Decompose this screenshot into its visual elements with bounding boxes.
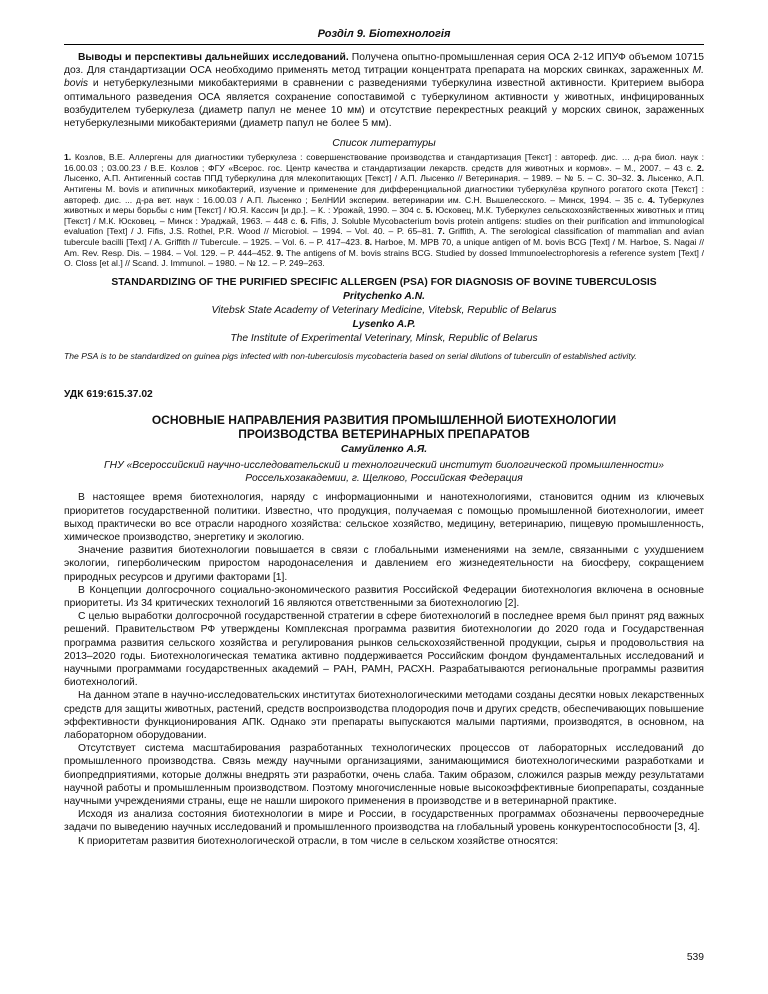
article-paragraph: В Концепции долгосрочного социально-экономического развития Российской Федерации биотехнология включена в основные приоритеты. Из 34 критических технологий 16 являются ответственными за биотехнологию [2]. [64, 584, 704, 609]
ref-num: 9. [276, 247, 284, 258]
udk-code: УДК 619:615.37.02 [64, 389, 153, 401]
ref-num: 7. [437, 226, 445, 237]
article-affiliation-line-2: Россельхозакадемии, г. Щелково, Российская Федерация [245, 473, 523, 485]
ref-text: Юсковец, М.К. Туберкулез сельскохозяйственных животных и птиц [Текст] / М.К. Юсковец. – Минск : Ураджай, 1963. – 448 с. [64, 205, 704, 226]
english-abstract: The PSA is to be standardized on guinea pigs infected with non-tuberculosis mycobacteria based on serial dilutions of tuberculin of established activity. [64, 350, 637, 361]
article-affiliation-line-1: ГНУ «Всероссийский научно-исследовательский и технологический институт биологической промышленности» [104, 460, 664, 472]
article-paragraph: В настоящее время биотехнология, наряду с информационными и нанотехнологиями, становится одним из ключевых приоритетов государственной политики. Известно, что продукция, получаемая с помощью промышленной биотехнологии, имеет выход практически во все отрасли народного хозяйства: сельское хозяйство, медицину, ветеринарию, пищевую промышленность, химическое производство, энергетику и экологию. [64, 492, 704, 543]
article-paragraph: С целью выработки долгосрочной государственной стратегии в сфере биотехнологий в последнее время был принят ряд важных решений. Правительством РФ утверждены Комплексная программа развития биотехнологии до 2020 года и Государственная программа развития сельского хозяйства и регулирования рынков сельскохозяйственной продукции, сырья и продовольствия на 2013–2020 годы. Биотехнологическая тематика активно поддерживается Российским фондом фундаментальных исследований и научными программами государственных академий – РАН, РАМН, РАСХН. Разрабатываются региональные программы развития биотехнологий. [64, 611, 704, 689]
english-author-1: Pritychenko A.N. [342, 290, 425, 302]
ref-text: Лысенко, А.П. Антигены M. bovis и атипичных микобактерий, изучение и применение для дифференциальной диагностики туберкулёза крупного рогатого скота [Текст] : автореф. дис. ... д-ра вет. наук : 16.00.03 / А.П. Лысенко ; БелНИИ эксперим. ветеринарии им. С.Н. Вышелесского. – Минск, 1994. – 35 с. [64, 173, 704, 205]
english-author-2: Lysenko A.P. [352, 318, 416, 330]
ref-text: Griffith, A. The serological classification of mammalian and avian tubercule bacilli [Text] / A. Griffith // Tubercule. – 1925. – Vol. 6. – P. 417–423. [64, 226, 704, 247]
article-paragraph: Отсутствует система масштабирования разработанных технологических процессов от лабораторных исследований до промышленного производства. Связь между научными организациями, занимающимися биотехнологическими разработками и биопредприятиями, которые должны внедрять эти разработки, очень слаба. Таким образом, сложился разрыв между результатами научной работы и промышленным производством. Поэтому многочисленные новые высокоэффективные биопрепараты, созданные научными учреждениями страны, еще не нашли широкого применения в производстве и в ветеринарной практике. [64, 743, 704, 808]
ref-num: 4. [647, 194, 656, 205]
article-paragraph: Значение развития биотехнологии повышается в связи с глобальными изменениями на земле, связанными с ухудшением экологии, гиперболическим приростом народонаселения и давлением его жизнедеятельности на биосферу, сокращением природных ресурсов и другими факторами [1]. [64, 545, 704, 583]
ref-text: Fifis, J. Soluble Mycobacterium bovis protein antigens: studies on their purification and immunological evaluation [Text] / J. Fifis, J.S. Rothel, P.R. Wood // Microbiol. – 1994. – Vol. 40. – P. 65–81. [64, 215, 704, 237]
ref-num: 8. [364, 236, 373, 247]
references-title: Список литературы [332, 137, 436, 150]
ref-num: 2. [696, 162, 704, 173]
ref-num: 5. [425, 205, 433, 216]
ref-text: Козлов, В.Е. Аллергены для диагностики туберкулеза : совершенствование производства и стандартизация [Текст] : автореф. дис. … д-ра биол. наук : 16.00.03 ; 03.00.23 / В.Е. Козлов ; ФГУ «Всерос. гос. Центр качества и стандартизации лекарств. средств для животных и кормов». – М., 2007. – 43 с. [64, 152, 704, 173]
page-number: 539 [686, 952, 704, 963]
article-title [64, 413, 704, 441]
ref-num: 1. [64, 152, 72, 163]
article-title-line-1: ОСНОВНЫЕ НАПРАВЛЕНИЯ РАЗВИТИЯ ПРОМЫШЛЕННОЙ БИОТЕХНОЛОГИИ [151, 413, 617, 428]
running-head: Розділ 9. Біотехнологія [64, 28, 704, 45]
article-paragraph: К приоритетам развития биотехнологической отрасли, в том числе в сельском хозяйстве относятся: [78, 835, 559, 847]
english-affiliation-2: The Institute of Experimental Veterinary, Minsk, Republic of Belarus [230, 332, 538, 344]
conclusions-paragraph [64, 51, 704, 130]
ref-num: 6. [300, 215, 308, 226]
english-title: STANDARDIZING OF THE PURIFIED SPECIFIC ALLERGEN (PSA) FOR DIAGNOSIS OF BOVINE TUBERCULOSIS [111, 276, 657, 288]
ref-num: 3. [637, 173, 645, 184]
ref-text: The antigens of M. bovis strains BCG. Studied by dossed Immunoelectrophoresis a reference system [Text] / O. Closs [et al.] // Scand. J. Immunol. – 1980. – № 12. – P. 249–263. [64, 247, 704, 269]
conclusions-lead: Выводы и перспективы дальнейших исследований. [78, 52, 349, 63]
conclusions-text-2: и нетуберкулезными микобактериями в сравнении с разведениями туберкулина известной активности. Критерием выбора оптимального разведения ОСА является сохранение сопоставимой с туберкулином активности у животных, инфицированных возбудителем туберкулеза (диаметр папул не менее 10 мм) и отсутствие перекрестных реакций у морских свинок, зараженных нетуберкулезными микобактериями (диаметр папул не более 5 мм). [64, 78, 704, 130]
conclusions-italic: M. bovis [64, 65, 704, 90]
conclusions-text-1: Получена опытно-промышленная серия ОСА 2-12 ИПУФ объемом 10715 доз. Для стандартизации ОСА необходимо применять метод титрации концентрата препарата на морских свинках, зараженных [64, 52, 704, 77]
article-paragraph: На данном этапе в научно-исследовательских институтах биотехнологическими методами созданы десятки новых лекарственных средств для защиты животных, растений, средств воспроизводства плодородия почв и других средств, обеспечивающих повышение эффективности функционирования АПК. Однако эти препараты выпускаются малыми партиями, производятся, в основном, на лабораторном оборудовании. [64, 690, 704, 741]
article-title-line-2: ПРОИЗВОДСТВА ВЕТЕРИНАРНЫХ ПРЕПАРАТОВ [238, 427, 530, 442]
ref-text: Туберкулез животных и меры борьбы с ним [Текст] / Ю.Я. Кассич [и др.]. – К. : Урожай, 1990. – 304 с. [64, 194, 704, 216]
ref-text: Harboe, M. MPB 70, a unique antigen of M. bovis BCG [Text] / M. Harboe, S. Nagai // Am. Rev. Resp. Dis. – 1984. – Vol. 129. – P. 444–452. [64, 236, 704, 258]
article-affiliation [64, 459, 704, 485]
page [64, 28, 704, 848]
references-list [64, 152, 704, 269]
ref-text: Лысенко, А.П. Антигенный состав ППД туберкулина для млекопитающих [Текст] / А.П. Лысенко // Ветеринария. – 1989. – № 5. – С. 30–32. [64, 173, 638, 184]
english-affiliation-1: Vitebsk State Academy of Veterinary Medicine, Vitebsk, Republic of Belarus [211, 304, 557, 316]
article-body [64, 491, 704, 847]
article-author: Самуйленко А.Я. [340, 444, 428, 456]
article-paragraph: Исходя из анализа состояния биотехнологии в мире и России, в государственных программах обозначены первоочередные задачи по выведению научных исследований и промышленного производства на глобальный уровень конкурентоспособности [3, 4]. [64, 809, 704, 834]
